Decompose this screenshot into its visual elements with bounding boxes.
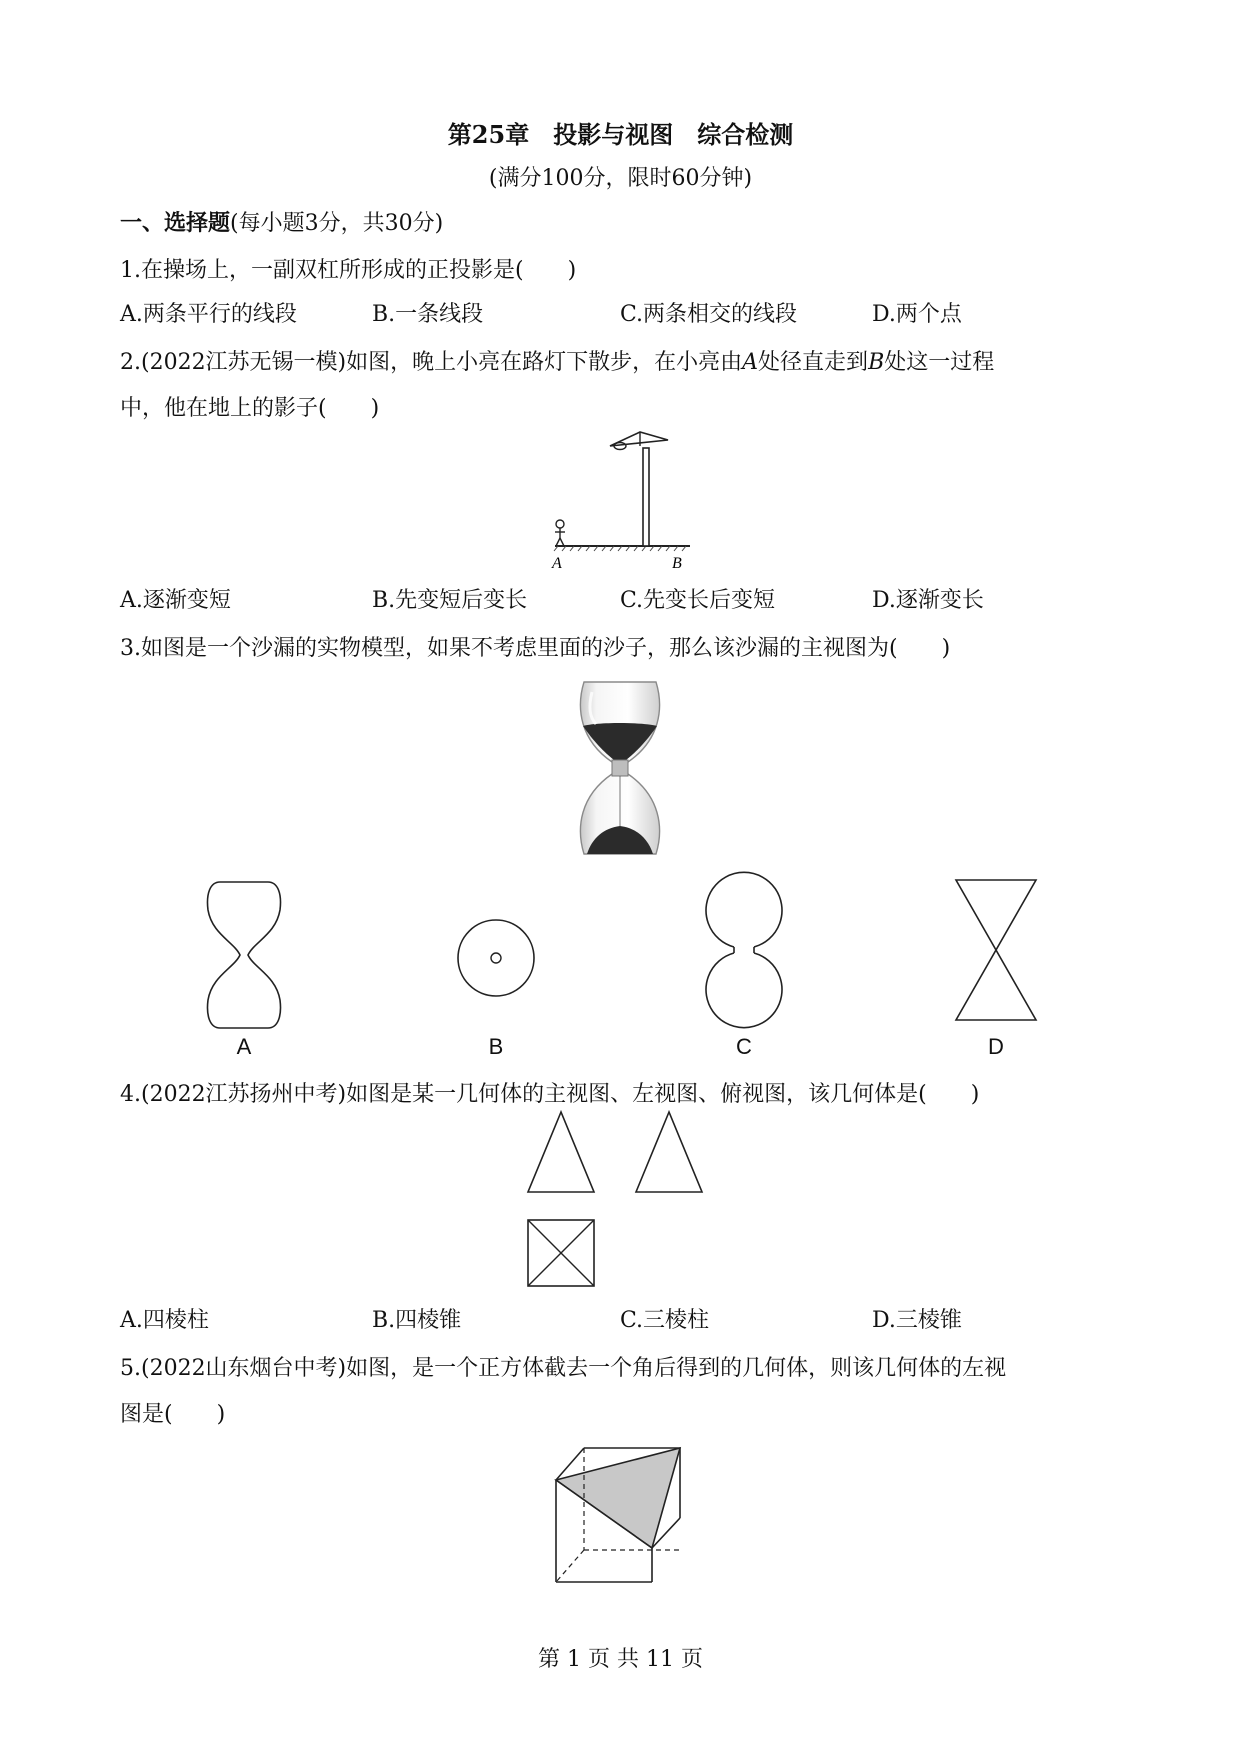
q2-option-b: B.先变短后变长 bbox=[372, 588, 528, 613]
q4-three-views-figure bbox=[526, 1110, 716, 1290]
q1-option-b: B.一条线段 bbox=[372, 302, 484, 327]
question-5-stem: 5.(2022山东烟台中考)如图，是一个正方体截去一个角后得到的几何体，则该几何体的左视 bbox=[120, 1356, 1007, 1381]
page-footer: 第 1 页 共 11 页 bbox=[538, 1647, 703, 1672]
q2-option-a: A.逐渐变短 bbox=[120, 588, 231, 613]
q4-option-b: B.四棱锥 bbox=[372, 1308, 462, 1333]
q1-option-a: A.两条平行的线段 bbox=[120, 302, 297, 327]
question-4-stem: 4.(2022江苏扬州中考)如图是某一几何体的主视图、左视图、俯视图，该几何体是( ) bbox=[120, 1082, 980, 1107]
q4-option-a: A.四棱柱 bbox=[120, 1308, 209, 1333]
q1-option-d: D.两个点 bbox=[872, 302, 962, 327]
hourglass-photo bbox=[574, 678, 666, 858]
q3-choice-c-label: C bbox=[736, 1034, 752, 1059]
section-note: (每小题3分，共30分) bbox=[230, 211, 444, 236]
q3-choice-c-figure bbox=[704, 870, 784, 1030]
section-title: 一、选择题 bbox=[120, 210, 231, 236]
q1-option-c: C.两条相交的线段 bbox=[620, 302, 798, 327]
q2-stem-part-2: 处径直走到 bbox=[758, 350, 869, 375]
q3-choice-b-figure bbox=[456, 918, 536, 998]
q3-choice-b-label: B bbox=[488, 1034, 504, 1059]
q4-option-d: D.三棱锥 bbox=[872, 1308, 962, 1333]
q2-stem-part-3: 处这一过程 bbox=[884, 350, 995, 375]
question-2-stem-line-2: 中，他在地上的影子( ) bbox=[120, 396, 380, 421]
q2-stem-part-1: 2.(2022江苏无锡一模)如图，晚上小亮在路灯下散步，在小亮由 bbox=[120, 350, 743, 375]
q3-choice-d-label: D bbox=[988, 1034, 1004, 1059]
page-subtitle: (满分100分，限时60分钟) bbox=[488, 166, 753, 191]
q3-choice-a-figure bbox=[206, 880, 282, 1030]
section-heading bbox=[120, 208, 443, 239]
q3-choice-a-label: A bbox=[236, 1034, 252, 1059]
question-2-stem bbox=[120, 348, 994, 378]
q5-truncated-cube-figure bbox=[552, 1440, 692, 1590]
question-3-stem: 3.如图是一个沙漏的实物模型，如果不考虑里面的沙子，那么该沙漏的主视图为( ) bbox=[120, 636, 951, 661]
page-title: 第25章 投影与视图 综合检测 bbox=[447, 120, 794, 149]
q4-option-c: C.三棱柱 bbox=[620, 1308, 710, 1333]
q3-choice-d-figure bbox=[954, 878, 1038, 1022]
q2-option-d: D.逐渐变长 bbox=[872, 588, 984, 613]
q2-var-a: A bbox=[742, 350, 759, 375]
q2-fig-label-b: B bbox=[672, 555, 682, 572]
q2-var-b: B bbox=[868, 350, 885, 375]
q2-fig-label-a: A bbox=[552, 555, 562, 572]
streetlight-figure bbox=[540, 432, 710, 572]
question-1-stem: 1.在操场上，一副双杠所形成的正投影是( ) bbox=[120, 258, 577, 283]
question-5-stem-line-2: 图是( ) bbox=[120, 1402, 226, 1427]
q2-option-c: C.先变长后变短 bbox=[620, 588, 776, 613]
